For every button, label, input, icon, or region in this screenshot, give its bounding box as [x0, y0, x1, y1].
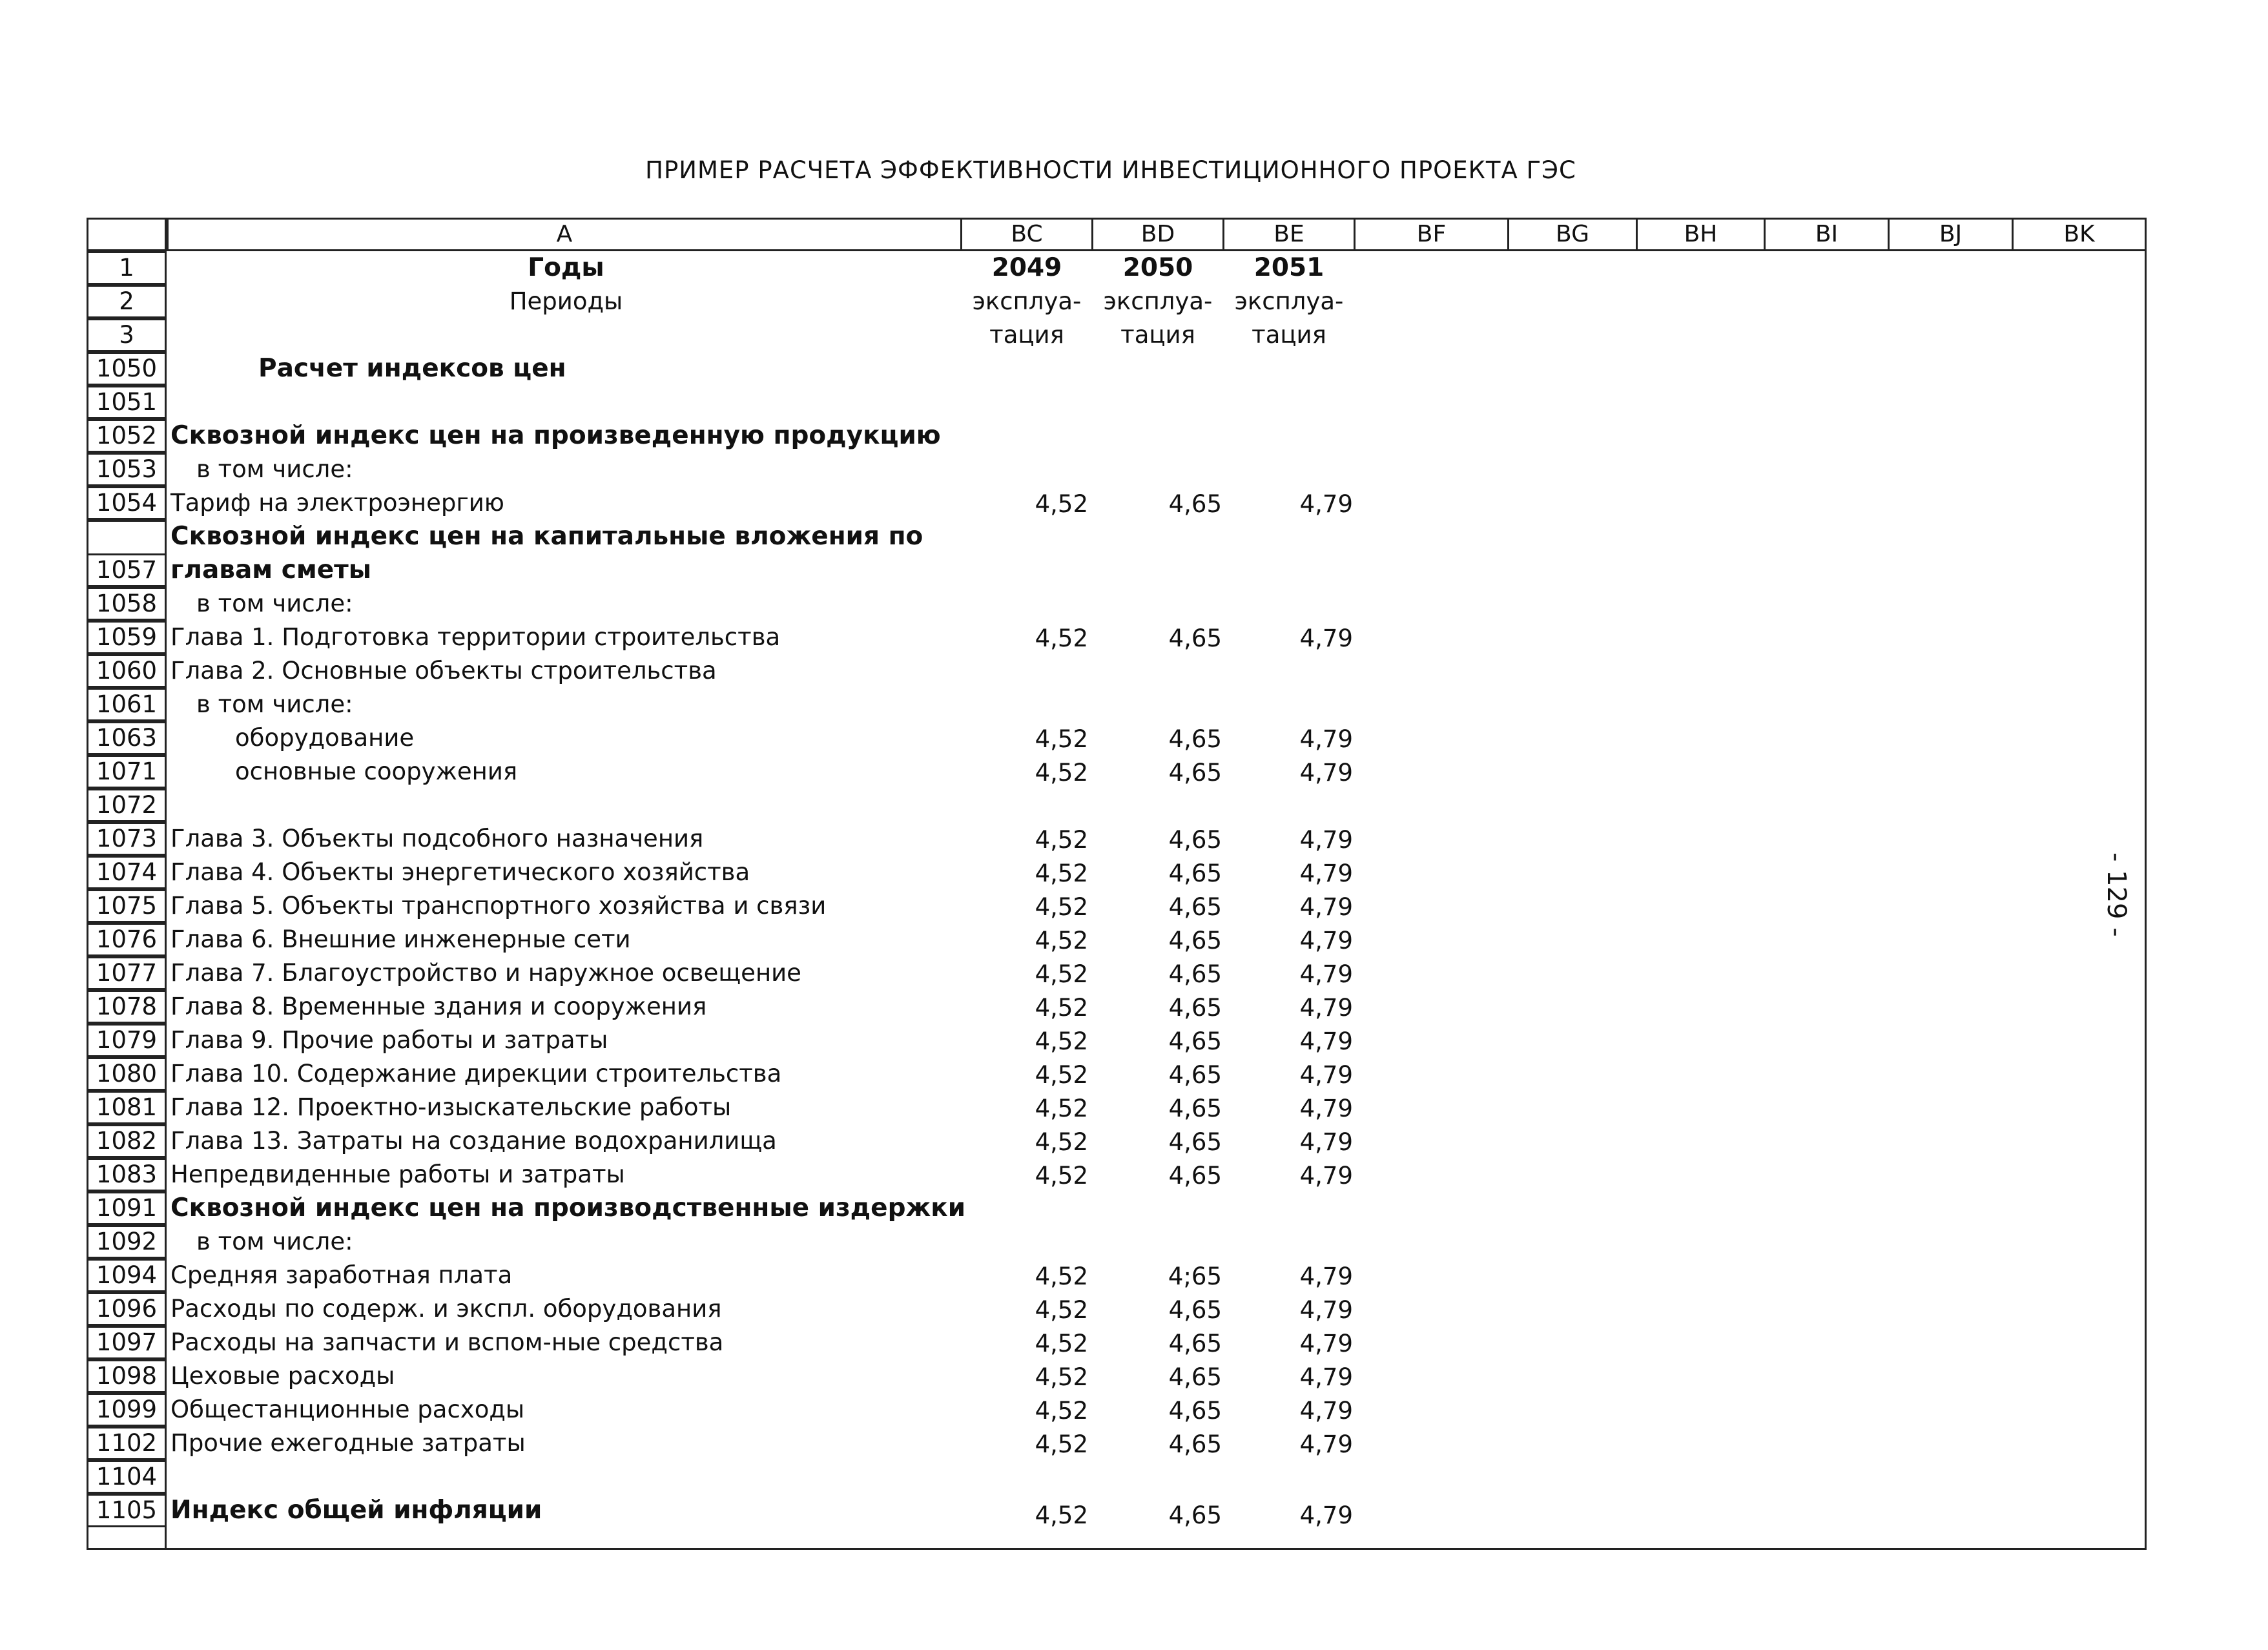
row-label: Индекс общей инфляции: [170, 1496, 542, 1525]
column-header-bd[interactable]: BD: [1091, 218, 1224, 251]
row-label: в том числе:: [196, 1228, 353, 1255]
row-number[interactable]: 1061: [87, 688, 167, 721]
value-bd: 4,65: [1168, 960, 1222, 988]
value-bd: [1096, 689, 1222, 723]
value-bc: [962, 555, 1088, 588]
value-bd: 4,65: [1168, 1397, 1222, 1425]
row-number[interactable]: 1058: [87, 587, 167, 621]
row-label: Прочие ежегодные затраты: [170, 1429, 526, 1457]
value-be: [1227, 588, 1353, 622]
value-be: 4,79: [1299, 624, 1353, 652]
row-label: Глава 9. Прочие работы и затраты: [170, 1026, 608, 1054]
value-bc: [962, 689, 1088, 723]
row-number[interactable]: 1079: [87, 1024, 167, 1057]
row-number[interactable]: 1075: [87, 889, 167, 923]
document-title: ПРИМЕР РАСЧЕТА ЭФФЕКТИВНОСТИ ИНВЕСТИЦИОННОГО ПРОЕКТА ГЭС: [645, 156, 1576, 184]
row-number[interactable]: 1098: [87, 1359, 167, 1393]
row-number[interactable]: 1074: [87, 856, 167, 889]
value-bd: [1096, 655, 1222, 689]
value-bc: 4,52: [1035, 1263, 1088, 1290]
value-be: 4,79: [1299, 725, 1353, 753]
row-number[interactable]: 1102: [87, 1427, 167, 1460]
row-number[interactable]: 1078: [87, 990, 167, 1024]
value-bd: 4,65: [1168, 1128, 1222, 1156]
row-number[interactable]: 1054: [87, 486, 167, 520]
value-bc: 4,52: [1035, 1363, 1088, 1391]
column-header-bj[interactable]: BJ: [1888, 218, 2014, 251]
value-bd: [1096, 420, 1222, 454]
value-bd: 4;65: [1168, 1263, 1222, 1290]
value-bc: [962, 1226, 1088, 1260]
value-bc: [962, 790, 1088, 823]
value-be: [1227, 387, 1353, 420]
row-label: основные сооружения: [235, 758, 518, 785]
row-number[interactable]: 1104: [87, 1460, 167, 1494]
column-header-bk[interactable]: BK: [2012, 218, 2147, 251]
row-label: Общестанционные расходы: [170, 1396, 525, 1423]
row-label: Тариф на электроэнергию: [170, 489, 504, 517]
period-bd: эксплуа-: [1103, 287, 1213, 315]
value-bd: [1096, 790, 1222, 823]
value-bc: 4,52: [1035, 1430, 1088, 1458]
value-be: 4,79: [1299, 1363, 1353, 1391]
row-label: в том числе:: [196, 455, 353, 483]
value-bd: [1096, 1226, 1222, 1260]
value-bd: [1096, 353, 1222, 387]
year-be: 2051: [1253, 253, 1325, 282]
row-label: Глава 10. Содержание дирекции строительства: [170, 1060, 782, 1088]
value-be: [1227, 1461, 1353, 1495]
value-bd: 4,65: [1168, 927, 1222, 954]
periods-label: Периоды: [509, 287, 623, 315]
value-be: 4,79: [1299, 1430, 1353, 1458]
row-number[interactable]: 1071: [87, 755, 167, 789]
value-be: 4,79: [1299, 1330, 1353, 1357]
value-bc: 4,52: [1035, 994, 1088, 1022]
value-bc: 4,52: [1035, 1296, 1088, 1324]
value-be: [1227, 1193, 1353, 1226]
value-bd: 4,65: [1168, 994, 1222, 1022]
value-be: 4,79: [1299, 1128, 1353, 1156]
row-number[interactable]: 1105: [87, 1494, 167, 1527]
period-bc-cont: тация: [989, 321, 1064, 349]
row-label-cont: главам сметы: [170, 555, 372, 584]
row-number[interactable]: 2: [87, 285, 167, 318]
row-number[interactable]: 1073: [87, 822, 167, 856]
value-be: 4,79: [1299, 1061, 1353, 1089]
value-bd: 4,65: [1168, 1363, 1222, 1391]
value-bd: 4,65: [1168, 490, 1222, 518]
value-bd: 4,65: [1168, 1330, 1222, 1357]
row-label: Глава 7. Благоустройство и наружное освещение: [170, 959, 801, 987]
row-number[interactable]: 1: [87, 251, 167, 285]
value-bd: 4,65: [1168, 893, 1222, 921]
value-be: 4,79: [1299, 1501, 1353, 1529]
value-bd: 4,65: [1168, 1027, 1222, 1055]
value-be: [1227, 420, 1353, 454]
period-bc: эксплуа-: [972, 287, 1082, 315]
row-number-blank[interactable]: [87, 520, 167, 553]
row-label: Глава 13. Затраты на создание водохранилища: [170, 1127, 777, 1155]
value-bc: [962, 1461, 1088, 1495]
value-bd: [1096, 387, 1222, 420]
value-be: [1227, 454, 1353, 488]
value-bc: 4,52: [1035, 624, 1088, 652]
value-bc: [962, 387, 1088, 420]
value-bc: 4,52: [1035, 1501, 1088, 1529]
column-header-bf[interactable]: BF: [1354, 218, 1509, 251]
value-bc: 4,52: [1035, 1330, 1088, 1357]
value-be: 4,79: [1299, 893, 1353, 921]
value-bc: [962, 655, 1088, 689]
row-label: Глава 6. Внешние инженерные сети: [170, 925, 631, 953]
row-number[interactable]: 1077: [87, 956, 167, 990]
value-bc: 4,52: [1035, 927, 1088, 954]
row-number[interactable]: 1083: [87, 1158, 167, 1191]
row-number[interactable]: 1063: [87, 721, 167, 755]
value-bd: 4,65: [1168, 1061, 1222, 1089]
value-bc: 4,52: [1035, 826, 1088, 854]
row-label: Глава 3. Объекты подсобного назначения: [170, 825, 704, 852]
row-label: оборудование: [235, 724, 415, 752]
period-be: эксплуа-: [1234, 287, 1344, 315]
value-be: [1227, 689, 1353, 723]
value-bc: 4,52: [1035, 490, 1088, 518]
value-bd: 4,65: [1168, 860, 1222, 887]
value-bc: [962, 588, 1088, 622]
value-bc: 4,52: [1035, 725, 1088, 753]
value-be: 4,79: [1299, 960, 1353, 988]
row-number[interactable]: 1096: [87, 1292, 167, 1326]
value-be: 4,79: [1299, 759, 1353, 787]
value-bd: [1096, 1461, 1222, 1495]
corner-cell[interactable]: [87, 218, 167, 251]
row-number[interactable]: 1076: [87, 923, 167, 956]
value-be: 4,79: [1299, 1296, 1353, 1324]
value-bc: 4,52: [1035, 1027, 1088, 1055]
row-label: Сквозной индекс цен на производственные издержки: [170, 1193, 966, 1222]
row-label: Расходы по содерж. и экспл. оборудования: [170, 1295, 722, 1323]
row-label: Средняя заработная плата: [170, 1261, 513, 1289]
row-label: Глава 1. Подготовка территории строительства: [170, 623, 781, 651]
row-number[interactable]: 1091: [87, 1191, 167, 1225]
row-label: Цеховые расходы: [170, 1362, 395, 1390]
value-bc: [962, 454, 1088, 488]
value-be: [1227, 555, 1353, 588]
column-header-bh[interactable]: BH: [1636, 218, 1766, 251]
column-header-a[interactable]: A: [167, 218, 962, 251]
value-be: [1227, 1226, 1353, 1260]
row-label: Глава 4. Объекты энергетического хозяйства: [170, 858, 750, 886]
years-label: Годы: [528, 253, 604, 282]
row-number[interactable]: 1053: [87, 453, 167, 486]
row-label: Глава 2. Основные объекты строительства: [170, 657, 717, 685]
value-bd: 4,65: [1168, 759, 1222, 787]
page-number: - 129 -: [2101, 852, 2131, 937]
period-bd-cont: тация: [1120, 321, 1195, 349]
value-be: 4,79: [1299, 1095, 1353, 1122]
value-be: 4,79: [1299, 1162, 1353, 1190]
value-bc: [962, 1193, 1088, 1226]
column-header-be[interactable]: BE: [1222, 218, 1356, 251]
row-label: в том числе:: [196, 690, 353, 718]
row-label: Расчет индексов цен: [258, 354, 566, 383]
value-bd: [1096, 588, 1222, 622]
value-bd: 4,65: [1168, 1501, 1222, 1529]
row-number[interactable]: 1099: [87, 1393, 167, 1427]
row-number[interactable]: 1092: [87, 1225, 167, 1259]
value-be: 4,79: [1299, 860, 1353, 887]
value-bd: 4,65: [1168, 1296, 1222, 1324]
row-label: Сквозной индекс цен на произведенную продукцию: [170, 421, 941, 450]
row-number[interactable]: 1051: [87, 386, 167, 419]
row-number[interactable]: 1072: [87, 789, 167, 822]
value-bc: 4,52: [1035, 960, 1088, 988]
value-bd: [1096, 555, 1222, 588]
value-be: [1227, 790, 1353, 823]
value-bc: 4,52: [1035, 759, 1088, 787]
value-bc: 4,52: [1035, 1095, 1088, 1122]
value-bd: [1096, 1193, 1222, 1226]
row-label: Расходы на запчасти и вспом-ные средства: [170, 1328, 724, 1356]
value-bd: [1096, 454, 1222, 488]
column-header-bi[interactable]: BI: [1764, 218, 1890, 251]
value-bc: 4,52: [1035, 1061, 1088, 1089]
value-bc: [962, 353, 1088, 387]
column-header-bc[interactable]: BC: [960, 218, 1093, 251]
row-label: в том числе:: [196, 590, 353, 617]
row-number[interactable]: 1052: [87, 419, 167, 453]
value-be: 4,79: [1299, 1263, 1353, 1290]
value-be: 4,79: [1299, 994, 1353, 1022]
row-number[interactable]: 1059: [87, 621, 167, 654]
value-bd: 4,65: [1168, 826, 1222, 854]
row-number[interactable]: 3: [87, 318, 167, 352]
value-be: 4,79: [1299, 927, 1353, 954]
value-bd: 4,65: [1168, 1430, 1222, 1458]
row-number[interactable]: 1094: [87, 1259, 167, 1292]
row-label: Непредвиденные работы и затраты: [170, 1160, 625, 1188]
year-bc: 2049: [991, 253, 1062, 282]
value-bc: 4,52: [1035, 1397, 1088, 1425]
value-bc: [962, 420, 1088, 454]
value-bc: 4,52: [1035, 1162, 1088, 1190]
value-be: [1227, 353, 1353, 387]
value-be: 4,79: [1299, 826, 1353, 854]
column-header-bg[interactable]: BG: [1507, 218, 1638, 251]
row-label: Сквозной индекс цен на капитальные вложения по: [170, 522, 923, 551]
value-be: 4,79: [1299, 1027, 1353, 1055]
row-label: Глава 12. Проектно-изыскательские работы: [170, 1093, 732, 1121]
row-number[interactable]: 1057: [87, 553, 167, 587]
value-bd: 4,65: [1168, 1095, 1222, 1122]
row-label: Глава 5. Объекты транспортного хозяйства и связи: [170, 892, 827, 920]
value-bd: 4,65: [1168, 725, 1222, 753]
year-bd: 2050: [1122, 253, 1193, 282]
value-bd: 4,65: [1168, 624, 1222, 652]
row-number[interactable]: 1060: [87, 654, 167, 688]
value-bd: 4,65: [1168, 1162, 1222, 1190]
row-label: Глава 8. Временные здания и сооружения: [170, 993, 707, 1020]
value-be: 4,79: [1299, 490, 1353, 518]
row-number[interactable]: 1097: [87, 1326, 167, 1359]
value-be: [1227, 655, 1353, 689]
value-bc: 4,52: [1035, 893, 1088, 921]
row-number[interactable]: 1082: [87, 1124, 167, 1158]
value-be: 4,79: [1299, 1397, 1353, 1425]
value-bc: 4,52: [1035, 1128, 1088, 1156]
row-number[interactable]: 1080: [87, 1057, 167, 1091]
value-bc: 4,52: [1035, 860, 1088, 887]
row-number[interactable]: 1081: [87, 1091, 167, 1124]
period-be-cont: тация: [1252, 321, 1326, 349]
row-number[interactable]: 1050: [87, 352, 167, 386]
